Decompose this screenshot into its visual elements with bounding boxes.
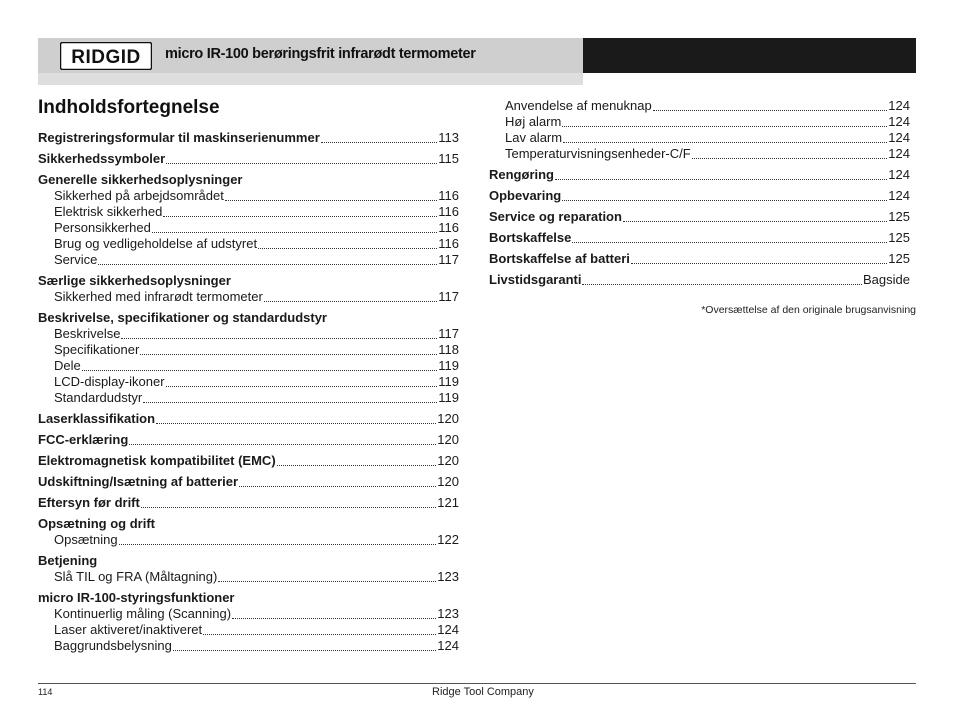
toc-entry-label: Rengøring: [489, 167, 554, 182]
toc-entry[interactable]: [38, 151, 459, 167]
toc-entry-label: Bortskaffelse: [489, 230, 572, 245]
footer-divider: [38, 683, 916, 684]
toc-entry-label: Eftersyn før drift: [38, 495, 140, 510]
toc-entry-page: 123: [437, 569, 459, 584]
toc-entry-page: 124: [888, 188, 910, 203]
toc-entry[interactable]: [38, 495, 459, 511]
toc-entry[interactable]: [38, 606, 459, 622]
toc-entry[interactable]: [38, 390, 459, 406]
toc-entry-label: Temperaturvisningsenheder-C/F: [505, 146, 691, 161]
toc-entry-label: Kontinuerlig måling (Scanning): [54, 606, 232, 621]
toc-entry[interactable]: [38, 342, 459, 358]
toc-entry-page: 120: [437, 474, 459, 489]
toc-entry-label: Udskiftning/Isætning af batterier: [38, 474, 239, 489]
dot-leader: [563, 141, 887, 143]
toc-entry-label: LCD-display-ikoner: [54, 374, 165, 389]
toc-entry[interactable]: [38, 622, 459, 638]
toc-entry-page: 119: [438, 390, 459, 405]
dot-leader: [152, 231, 437, 233]
toc-entry[interactable]: [38, 220, 459, 236]
toc-entry-label: Dele: [54, 358, 81, 373]
header-black-block: [583, 38, 916, 73]
toc-entry[interactable]: [38, 326, 459, 342]
toc-entry[interactable]: [489, 209, 910, 225]
toc-entry-label: Elektromagnetisk kompatibilitet (EMC): [38, 453, 276, 468]
dot-leader: [141, 506, 436, 508]
dot-leader: [166, 385, 438, 387]
toc-entry[interactable]: [38, 252, 459, 268]
toc-entry-page: 116: [438, 204, 459, 219]
toc-entry-label: Specifikationer: [54, 342, 140, 357]
toc-entry[interactable]: [489, 98, 910, 114]
header-underbar: [38, 73, 583, 85]
toc-entry-page: 113: [438, 130, 459, 145]
dot-leader: [156, 422, 436, 424]
dot-leader: [582, 283, 862, 285]
dot-leader: [232, 617, 436, 619]
toc-section-heading: Betjening: [38, 553, 98, 568]
toc-entry[interactable]: [38, 638, 459, 654]
document-title: micro IR-100 berøringsfrit infrarødt termometer: [165, 46, 476, 62]
toc-right-column: [489, 98, 910, 288]
toc-entry[interactable]: [489, 130, 910, 146]
toc-entry-page: 122: [437, 532, 459, 547]
dot-leader: [129, 443, 436, 445]
dot-leader: [218, 580, 436, 582]
toc-entry-page: 125: [888, 209, 910, 224]
dot-leader: [163, 215, 437, 217]
toc-entry-page: 116: [438, 220, 459, 235]
toc-entry-label: FCC-erklæring: [38, 432, 129, 447]
toc-entry-label: Opbevaring: [489, 188, 562, 203]
dot-leader: [239, 485, 436, 487]
toc-entry-page: 123: [437, 606, 459, 621]
dot-leader: [119, 543, 437, 545]
toc-entry[interactable]: [38, 289, 459, 305]
toc-entry-page: 120: [437, 453, 459, 468]
page-number: 114: [38, 687, 53, 697]
toc-entry[interactable]: [38, 358, 459, 374]
toc-entry-label: Slå TIL og FRA (Måltagning): [54, 569, 218, 584]
toc-entry[interactable]: [38, 188, 459, 204]
toc-entry-page: Bagside: [863, 272, 910, 287]
dot-leader: [258, 247, 437, 249]
toc-entry-label: Personsikkerhed: [54, 220, 151, 235]
toc-entry-page: 125: [888, 251, 910, 266]
toc-entry[interactable]: [38, 532, 459, 548]
toc-entry-label: Baggrundsbelysning: [54, 638, 172, 653]
toc-entry-label: Sikkerhed med infrarødt termometer: [54, 289, 263, 304]
dot-leader: [631, 262, 887, 264]
toc-entry[interactable]: [489, 251, 910, 267]
toc-entry[interactable]: [489, 167, 910, 183]
toc-entry[interactable]: [38, 204, 459, 220]
toc-entry[interactable]: [38, 236, 459, 252]
toc-entry-label: Laser aktiveret/inaktiveret: [54, 622, 203, 637]
dot-leader: [555, 178, 887, 180]
toc-entry-page: 116: [438, 236, 459, 251]
toc-entry-page: 121: [437, 495, 459, 510]
toc-entry-label: Service og reparation: [489, 209, 622, 224]
dot-leader: [98, 263, 437, 265]
toc-entry-page: 124: [888, 114, 910, 129]
dot-leader: [225, 199, 437, 201]
dot-leader: [173, 649, 436, 651]
dot-leader: [321, 141, 438, 143]
dot-leader: [121, 337, 437, 339]
dot-leader: [653, 109, 888, 111]
toc-entry-label: Registreringsformular til maskinserienummer: [38, 130, 320, 145]
toc-entry-page: 124: [437, 622, 459, 637]
toc-entry[interactable]: [38, 453, 459, 469]
toc-entry-page: 124: [888, 167, 910, 182]
toc-entry-label: Opsætning: [54, 532, 118, 547]
dot-leader: [264, 300, 437, 302]
toc-entry-page: 115: [438, 151, 459, 166]
toc-entry[interactable]: [38, 374, 459, 390]
toc-entry[interactable]: [489, 114, 910, 130]
brand-wordmark: RIDGID: [71, 47, 141, 68]
toc-entry-page: 124: [437, 638, 459, 653]
dot-leader: [692, 157, 888, 159]
dot-leader: [143, 401, 437, 403]
toc-entry-page: 118: [438, 342, 459, 357]
toc-section-heading: Beskrivelse, specifikationer og standardudstyr: [38, 310, 327, 325]
toc-left-column: [38, 130, 459, 654]
toc-section-heading: micro IR-100-styringsfunktioner: [38, 590, 235, 605]
toc-entry-page: 119: [438, 374, 459, 389]
toc-entry[interactable]: [38, 569, 459, 585]
toc-entry-page: 124: [888, 146, 910, 161]
toc-entry-label: Anvendelse af menuknap: [505, 98, 652, 113]
toc-entry[interactable]: [489, 188, 910, 204]
dot-leader: [623, 220, 887, 222]
toc-entry[interactable]: [489, 272, 910, 288]
dot-leader: [572, 241, 887, 243]
dot-leader: [140, 353, 437, 355]
toc-entry-label: Sikkerhedssymboler: [38, 151, 166, 166]
toc-entry-page: 117: [438, 326, 459, 341]
toc-entry-label: Service: [54, 252, 98, 267]
dot-leader: [562, 125, 887, 127]
toc-entry-page: 124: [888, 98, 910, 113]
toc-entry-label: Laserklassifikation: [38, 411, 156, 426]
toc-entry[interactable]: [38, 432, 459, 448]
toc-section-heading: Generelle sikkerhedsoplysninger: [38, 172, 243, 187]
toc-title: Indholdsfortegnelse: [38, 97, 220, 118]
dot-leader: [203, 633, 436, 635]
toc-entry[interactable]: [38, 411, 459, 427]
toc-entry-label: Brug og vedligeholdelse af udstyret: [54, 236, 258, 251]
toc-entry[interactable]: [38, 474, 459, 490]
ridgid-logo: [60, 42, 152, 70]
toc-entry-page: 117: [438, 252, 459, 267]
toc-entry-label: Sikkerhed på arbejdsområdet: [54, 188, 224, 203]
toc-entry-label: Bortskaffelse af batteri: [489, 251, 630, 266]
translation-footnote: *Oversættelse af den originale brugsanvisning: [701, 304, 916, 316]
dot-leader: [277, 464, 437, 466]
toc-entry-page: 116: [438, 188, 459, 203]
dot-leader: [166, 162, 437, 164]
toc-entry-page: 117: [438, 289, 459, 304]
toc-entry-page: 124: [888, 130, 910, 145]
toc-entry[interactable]: [489, 230, 910, 246]
toc-entry[interactable]: [489, 146, 910, 162]
toc-entry[interactable]: [38, 130, 459, 146]
toc-section-heading: Særlige sikkerhedsoplysninger: [38, 273, 231, 288]
toc-entry-label: Livstidsgaranti: [489, 272, 582, 287]
toc-entry-page: 120: [437, 411, 459, 426]
toc-section-heading: Opsætning og drift: [38, 516, 155, 531]
toc-entry-label: Standardudstyr: [54, 390, 143, 405]
toc-entry-page: 119: [438, 358, 459, 373]
dot-leader: [562, 199, 887, 201]
toc-entry-label: Beskrivelse: [54, 326, 121, 341]
dot-leader: [82, 369, 438, 371]
toc-entry-label: Høj alarm: [505, 114, 562, 129]
toc-entry-label: Lav alarm: [505, 130, 563, 145]
toc-entry-page: 125: [888, 230, 910, 245]
toc-entry-label: Elektrisk sikkerhed: [54, 204, 163, 219]
footer-company: Ridge Tool Company: [432, 686, 534, 698]
toc-entry-page: 120: [437, 432, 459, 447]
